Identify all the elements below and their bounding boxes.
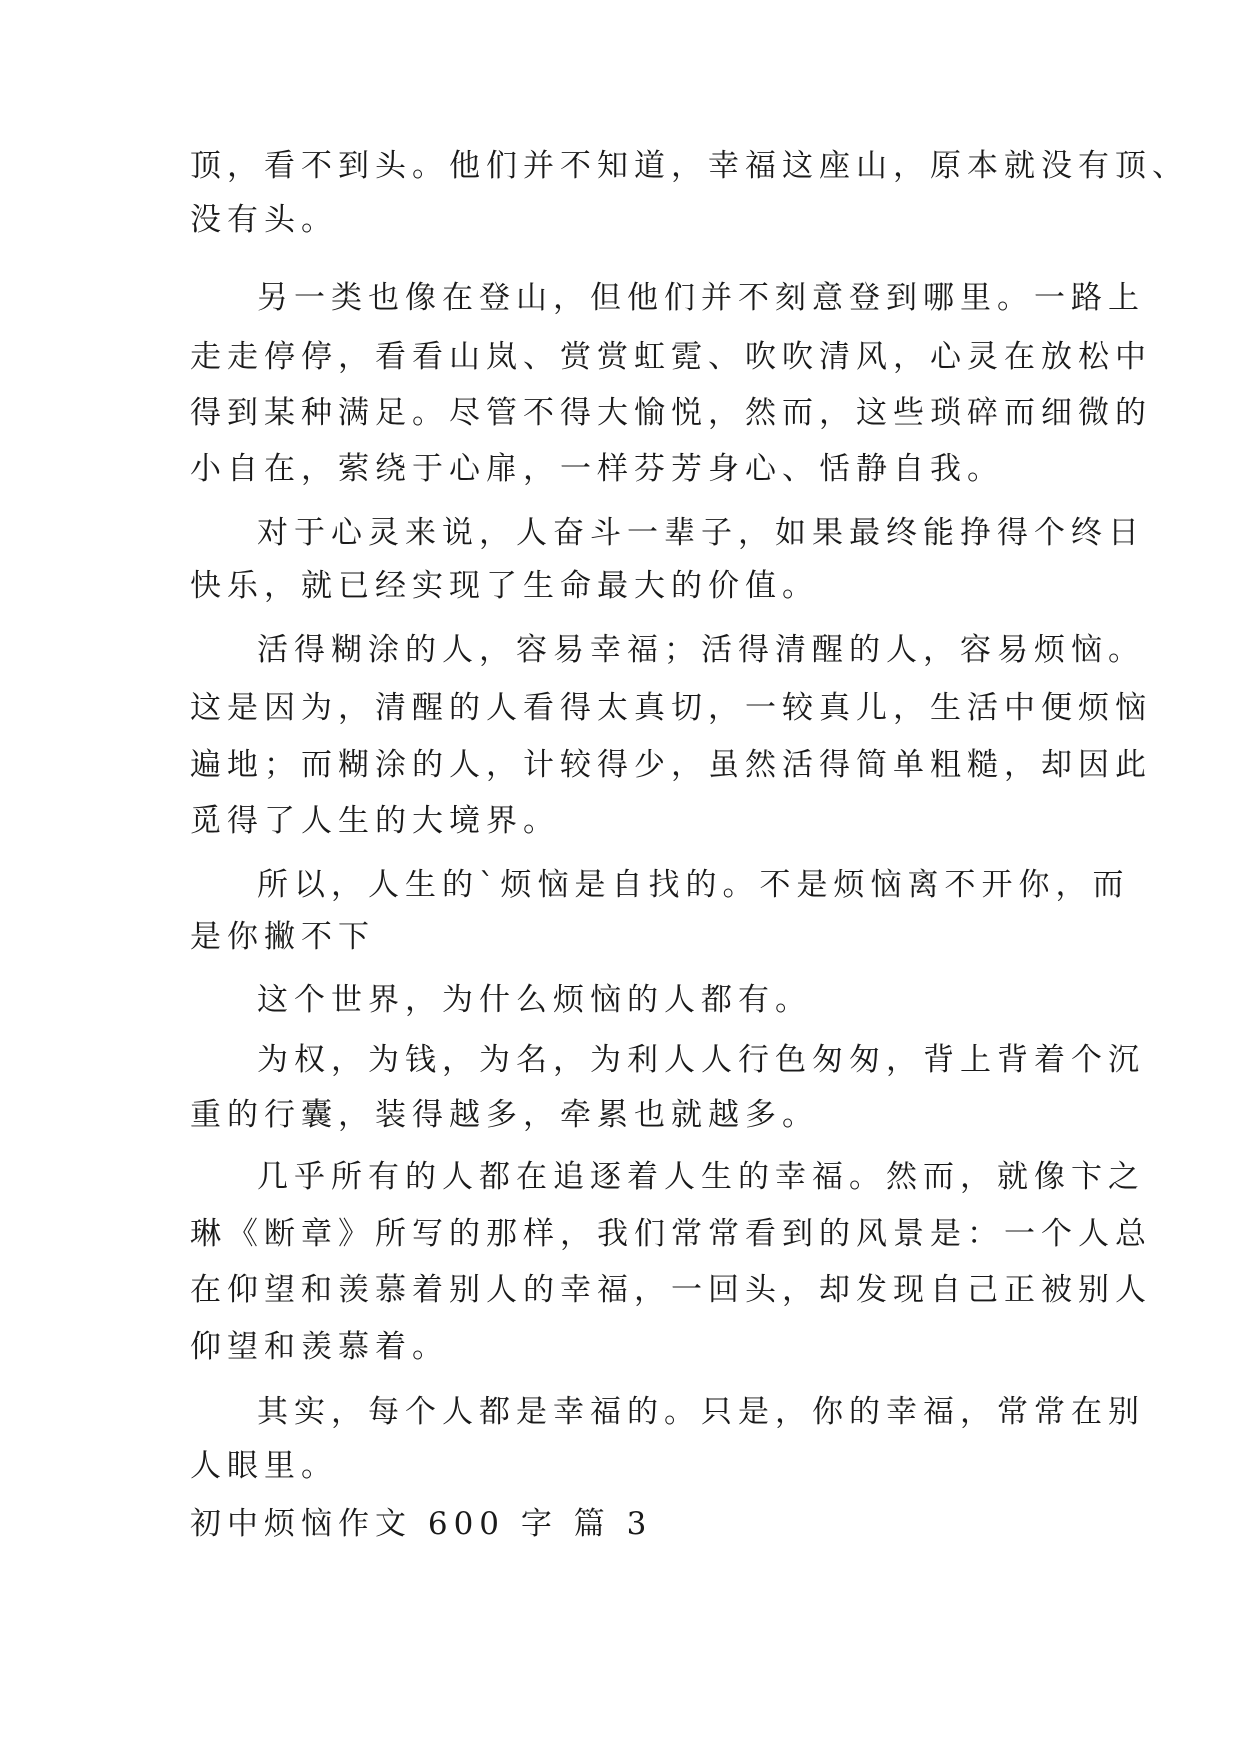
text-line: 这个世界，为什么烦恼的人都有。 [257,982,812,1018]
text-line: 走走停停，看看山岚、赏赏虹霓、吹吹清风，心灵在放松中 [190,339,1152,375]
text-line: 得到某种满足。尽管不得大愉悦，然而，这些琐碎而细微的 [190,395,1152,431]
text-line: 仰望和羡慕着。 [190,1329,449,1365]
text-line: 对于心灵来说，人奋斗一辈子，如果最终能挣得个终日 [257,515,1145,551]
text-line: 几乎所有的人都在追逐着人生的幸福。然而，就像卞之 [257,1159,1145,1195]
text-line: 其实，每个人都是幸福的。只是，你的幸福，常常在别 [257,1394,1145,1430]
text-line: 觅得了人生的大境界。 [190,803,560,839]
text-line: 是你撇不下 [190,919,375,955]
text-line: 为权，为钱，为名，为利人人行色匆匆，背上背着个沉 [257,1042,1145,1078]
text-line: 没有头。 [190,202,338,238]
text-line: 在仰望和羡慕着别人的幸福，一回头，却发现自己正被别人 [190,1272,1152,1308]
section-heading: 初中烦恼作文 600 字 篇 3 [190,1506,653,1542]
text-line: 所以，人生的`烦恼是自找的。不是烦恼离不开你，而 [257,867,1130,903]
text-line: 琳《断章》所写的那样，我们常常看到的风景是：一个人总 [190,1216,1152,1252]
text-line: 这是因为，清醒的人看得太真切，一较真儿，生活中便烦恼 [190,690,1152,726]
text-line: 小自在，萦绕于心扉，一样芬芳身心、恬静自我。 [190,451,1004,487]
text-line: 另一类也像在登山，但他们并不刻意登到哪里。一路上 [257,280,1145,316]
text-line: 顶，看不到头。他们并不知道，幸福这座山，原本就没有顶、 [190,148,1189,184]
text-line: 人眼里。 [190,1448,338,1484]
text-line: 遍地；而糊涂的人，计较得少，虽然活得简单粗糙，却因此 [190,747,1152,783]
text-line: 活得糊涂的人，容易幸福；活得清醒的人，容易烦恼。 [257,632,1145,668]
text-line: 重的行囊，装得越多，牵累也就越多。 [190,1097,819,1133]
text-line: 快乐，就已经实现了生命最大的价值。 [190,568,819,604]
